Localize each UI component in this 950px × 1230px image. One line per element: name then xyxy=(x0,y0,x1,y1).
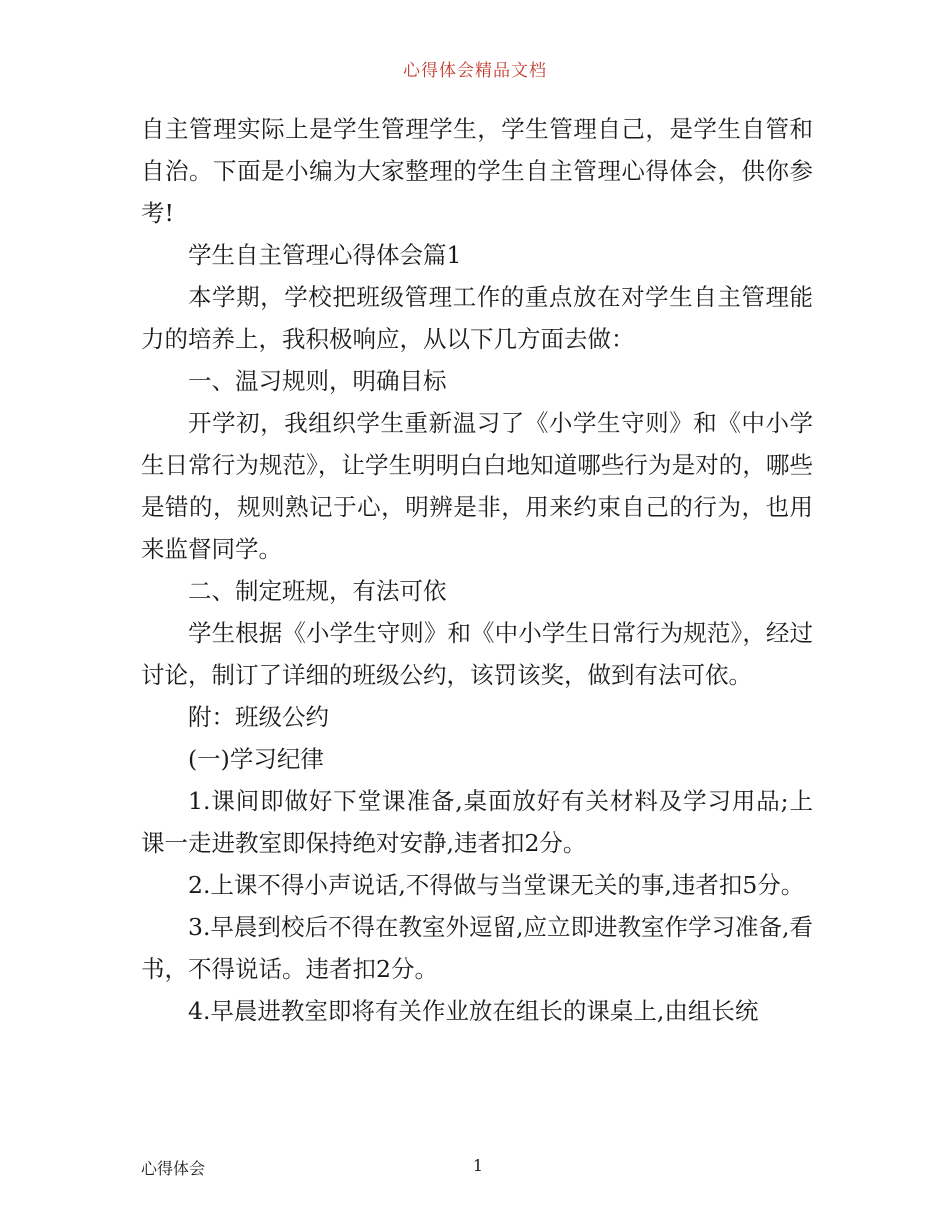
document-header-title: 心得体会精品文档 xyxy=(403,61,547,81)
page-number: 1 xyxy=(472,1156,484,1175)
paragraph-intro: 自主管理实际上是学生管理学生，学生管理自己，是学生自管和自治。下面是小编为大家整理的学生自主管理心得体会，供你参考! xyxy=(141,115,813,227)
list-item: 1.课间即做好下堂课准备,桌面放好有关材料及学习用品;上课一走进教室即保持绝对安静,违者扣2分。 xyxy=(141,787,813,857)
paragraph: 开学初，我组织学生重新温习了《小学生守则》和《中小学生日常行为规范》，让学生明明白白地知道哪些行为是对的，哪些是错的，规则熟记于心，明辨是非，用来约束自己的行为，也用来监督同学。 xyxy=(141,409,813,563)
paragraph-subheading: (一)学习纪律 xyxy=(188,745,324,773)
paragraph: 学生根据《小学生守则》和《中小学生日常行为规范》，经过讨论，制订了详细的班级公约，该罚该奖，做到有法可依。 xyxy=(141,619,813,689)
document-body xyxy=(141,108,813,1032)
list-item: 3.早晨到校后不得在教室外逗留,应立即进教室作学习准备,看书，不得说话。违者扣2分。 xyxy=(141,913,813,983)
paragraph: 本学期，学校把班级管理工作的重点放在对学生自主管理能力的培养上，我积极响应，从以下几方面去做： xyxy=(141,283,813,353)
list-item: 2.上课不得小声说话,不得做与当堂课无关的事,违者扣5分。 xyxy=(188,871,805,899)
paragraph-section-title: 学生自主管理心得体会篇1 xyxy=(188,241,462,269)
list-item: 4.早晨进教室即将有关作业放在组长的课桌上,由组长统 xyxy=(188,997,759,1025)
paragraph-heading-2: 二、制定班规，有法可依 xyxy=(188,577,447,605)
paragraph-heading-1: 一、温习规则，明确目标 xyxy=(188,367,447,395)
footer-label: 心得体会 xyxy=(141,1159,206,1178)
paragraph-appendix-title: 附：班级公约 xyxy=(188,703,329,731)
